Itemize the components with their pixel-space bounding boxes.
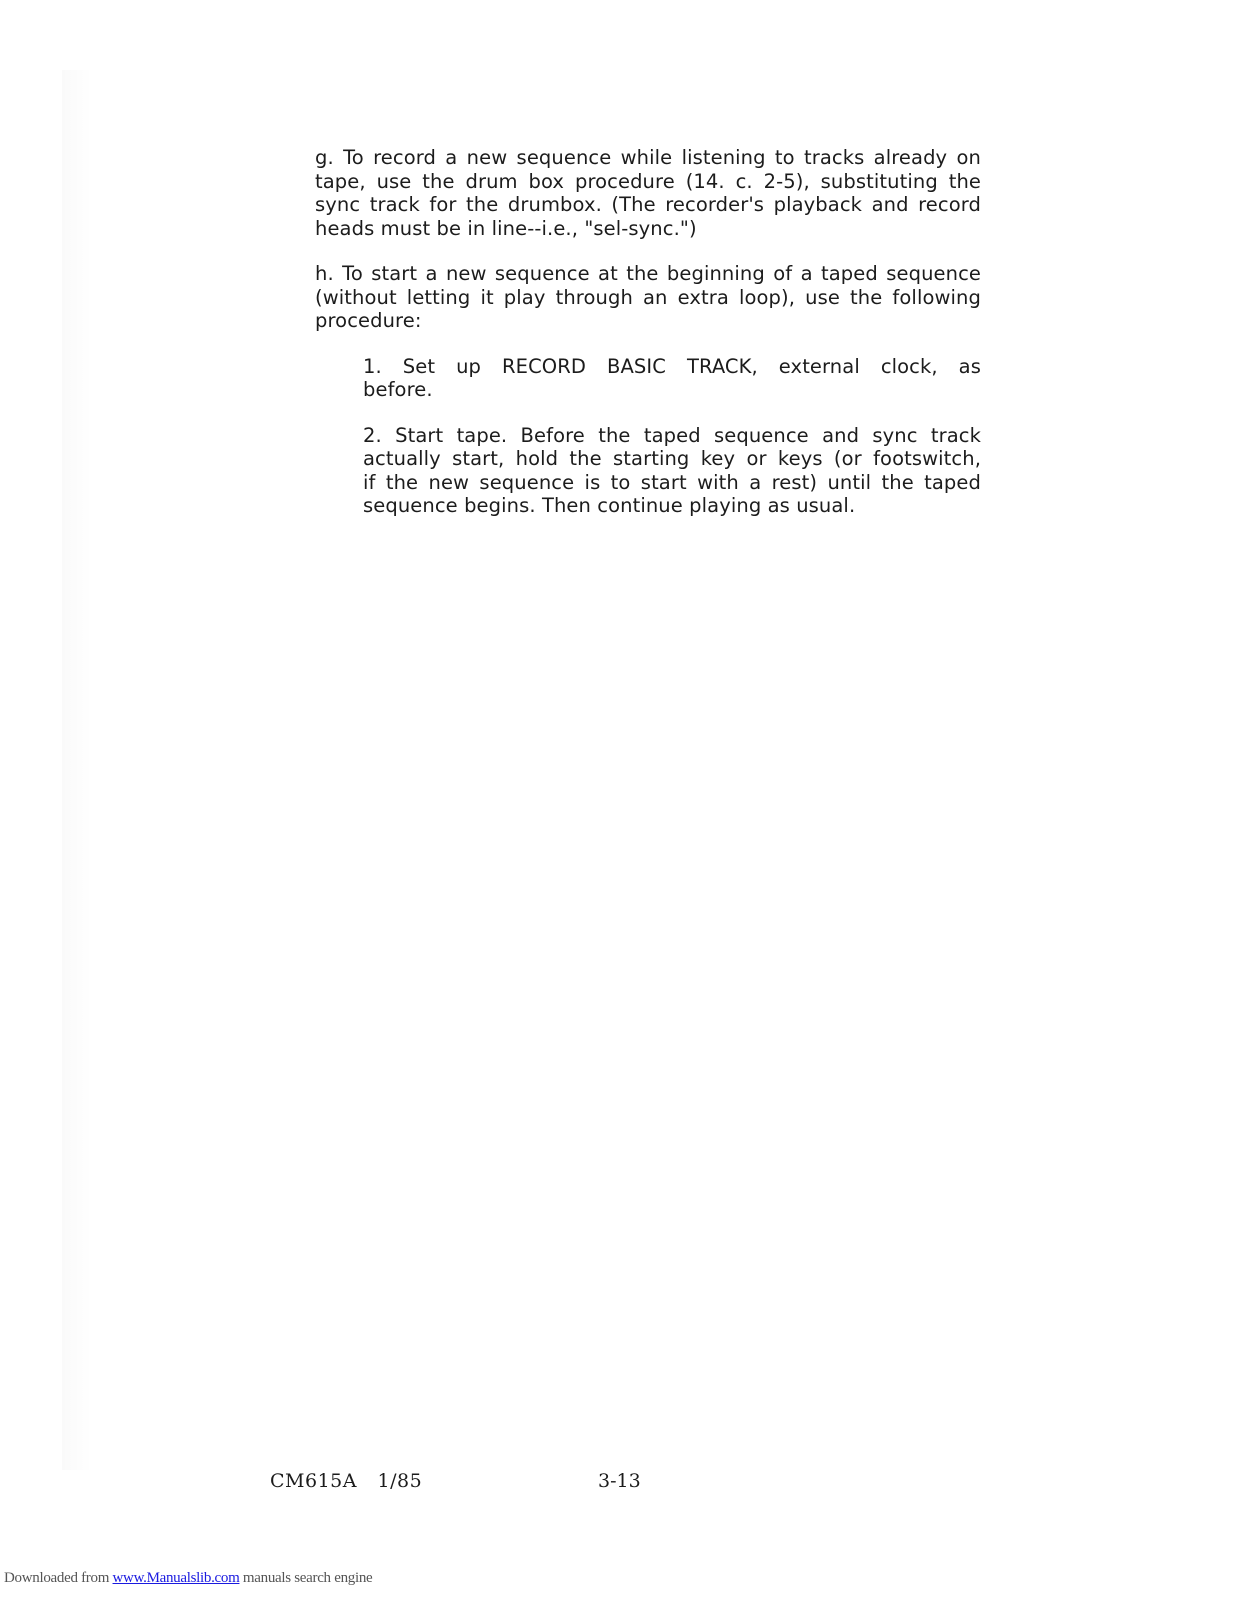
paragraph-h	[315, 262, 981, 333]
paragraph-g-line: tape, use the drum box procedure (14. c. 2-5), substituting the	[315, 169, 981, 193]
step-2-line: if the new sequence is to start with a rest) until the taped	[363, 470, 981, 494]
page-number: 3-13	[598, 1470, 641, 1492]
scan-edge-shading	[62, 70, 92, 1470]
page-body	[315, 146, 981, 518]
download-suffix: manuals search engine	[239, 1570, 373, 1586]
step-1-line: 1. Set up RECORD BASIC TRACK, external clock, as	[363, 354, 981, 378]
paragraph-g	[315, 146, 981, 240]
download-attribution	[4, 1570, 372, 1587]
step-1-line: before.	[363, 378, 433, 401]
paragraph-g-line: heads must be in line--i.e., "sel-sync.")	[315, 216, 697, 240]
step-1	[363, 355, 981, 402]
download-prefix: Downloaded from	[4, 1570, 113, 1586]
step-2	[363, 424, 981, 518]
step-2-line: actually start, hold the starting key or keys (or footswitch,	[363, 447, 981, 470]
paragraph-h-line: h. To start a new sequence at the beginning of a taped sequence	[315, 262, 981, 285]
manualslib-link[interactable]: www.Manualslib.com	[112, 1570, 240, 1586]
paragraph-g-line: sync track for the drumbox. (The recorder's playback and record	[315, 193, 981, 216]
document-code: CM615A 1/85	[270, 1470, 423, 1492]
paragraph-h-line: (without letting it play through an extra loop), use the following	[315, 285, 981, 309]
step-2-line: 2. Start tape. Before the taped sequence and sync track	[363, 423, 981, 447]
paragraph-h-line: procedure:	[315, 309, 422, 332]
step-2-line: sequence begins. Then continue playing as usual.	[363, 494, 856, 517]
paragraph-g-line: g. To record a new sequence while listening to tracks already on	[315, 146, 981, 169]
